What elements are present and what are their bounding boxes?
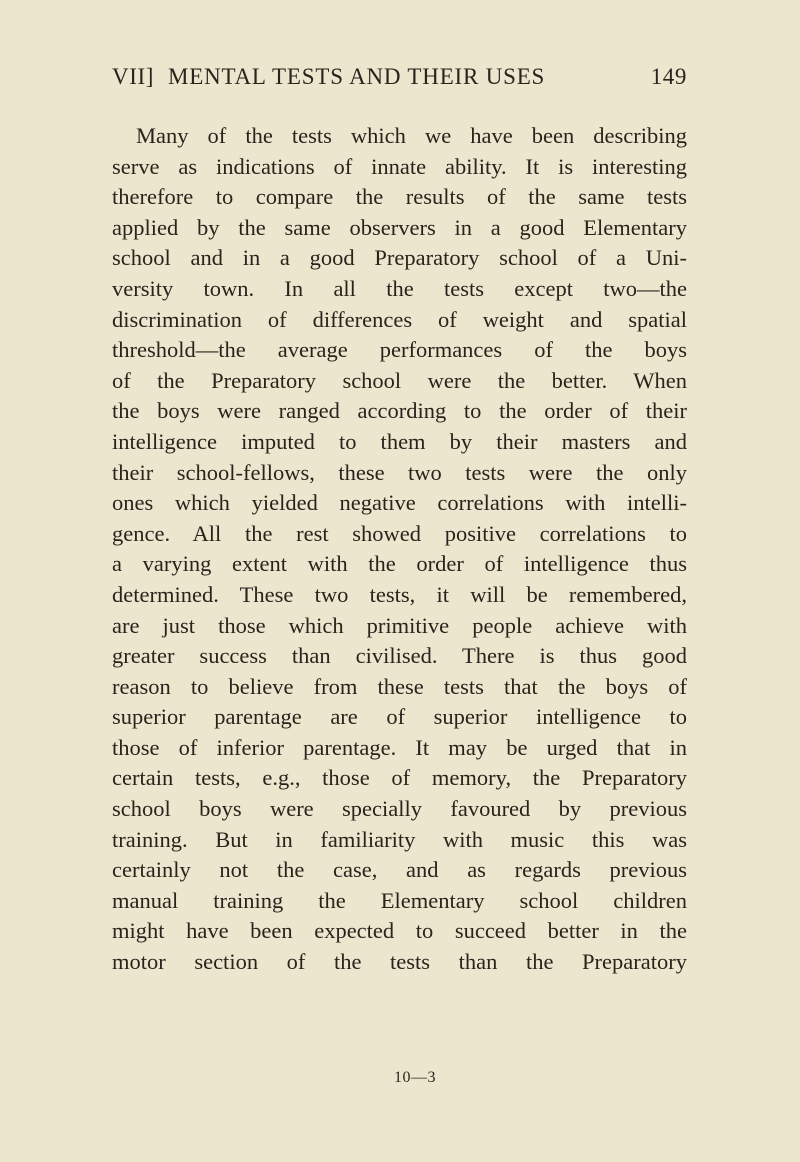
paragraph-line: discrimination of differences of weight and spatial [112, 306, 687, 332]
paragraph-line: reason to believe from these tests that the boys of [112, 673, 687, 699]
paragraph-line: the boys were ranged according to the order of their [112, 398, 687, 424]
paragraph-line: therefore to compare the results of the same tests [112, 184, 687, 210]
paragraph-line: training. But in familiarity with music this was [112, 826, 687, 852]
paragraph-line: manual training the Elementary school children [112, 887, 687, 913]
paragraph-line: a varying extent with the order of intelligence thus [112, 551, 687, 577]
paragraph-line: applied by the same observers in a good Elementary [112, 214, 687, 240]
paragraph-line: their school-fellows, these two tests were the only [112, 459, 687, 485]
paragraph-line: school and in a good Preparatory school of a Uni- [112, 245, 687, 271]
paragraph-line: greater success than civilised. There is thus good [112, 643, 687, 669]
paragraph-line: gence. All the rest showed positive correlations to [112, 520, 687, 546]
paragraph-line: motor section of the tests than the Preparatory [112, 949, 687, 975]
paragraph-line: those of inferior parentage. It may be urged that in [112, 734, 687, 760]
paragraph-line: certain tests, e.g., those of memory, the Preparatory [112, 765, 687, 791]
paragraph-line: Many of the tests which we have been describing [136, 123, 687, 148]
paragraph-line: threshold—the average performances of the boys [112, 337, 687, 363]
paragraph-line: intelligence imputed to them by their masters and [112, 428, 687, 454]
chapter-number: VII] [112, 64, 154, 89]
paragraph-line: versity town. In all the tests except two—the [112, 275, 687, 301]
body-paragraph [112, 121, 687, 978]
paragraph-line: school boys were specially favoured by previous [112, 796, 687, 822]
paragraph-line: might have been expected to succeed better in the [112, 918, 687, 944]
signature-mark: 10—3 [394, 1069, 436, 1086]
page-number: 149 [650, 64, 687, 89]
paragraph-line: ones which yielded negative correlations with intelli- [112, 490, 687, 516]
running-head [112, 62, 687, 92]
paragraph-line: of the Preparatory school were the better. When [112, 367, 687, 393]
paragraph-line: determined. These two tests, it will be remembered, [112, 581, 687, 607]
paragraph-line: are just those which primitive people achieve with [112, 612, 687, 638]
paragraph-line: certainly not the case, and as regards previous [112, 857, 687, 883]
paragraph-line: serve as indications of innate ability. It is interesting [112, 153, 687, 179]
running-head-title: MENTAL TESTS AND THEIR USES [168, 64, 546, 89]
paragraph-line: superior parentage are of superior intelligence to [112, 704, 687, 730]
